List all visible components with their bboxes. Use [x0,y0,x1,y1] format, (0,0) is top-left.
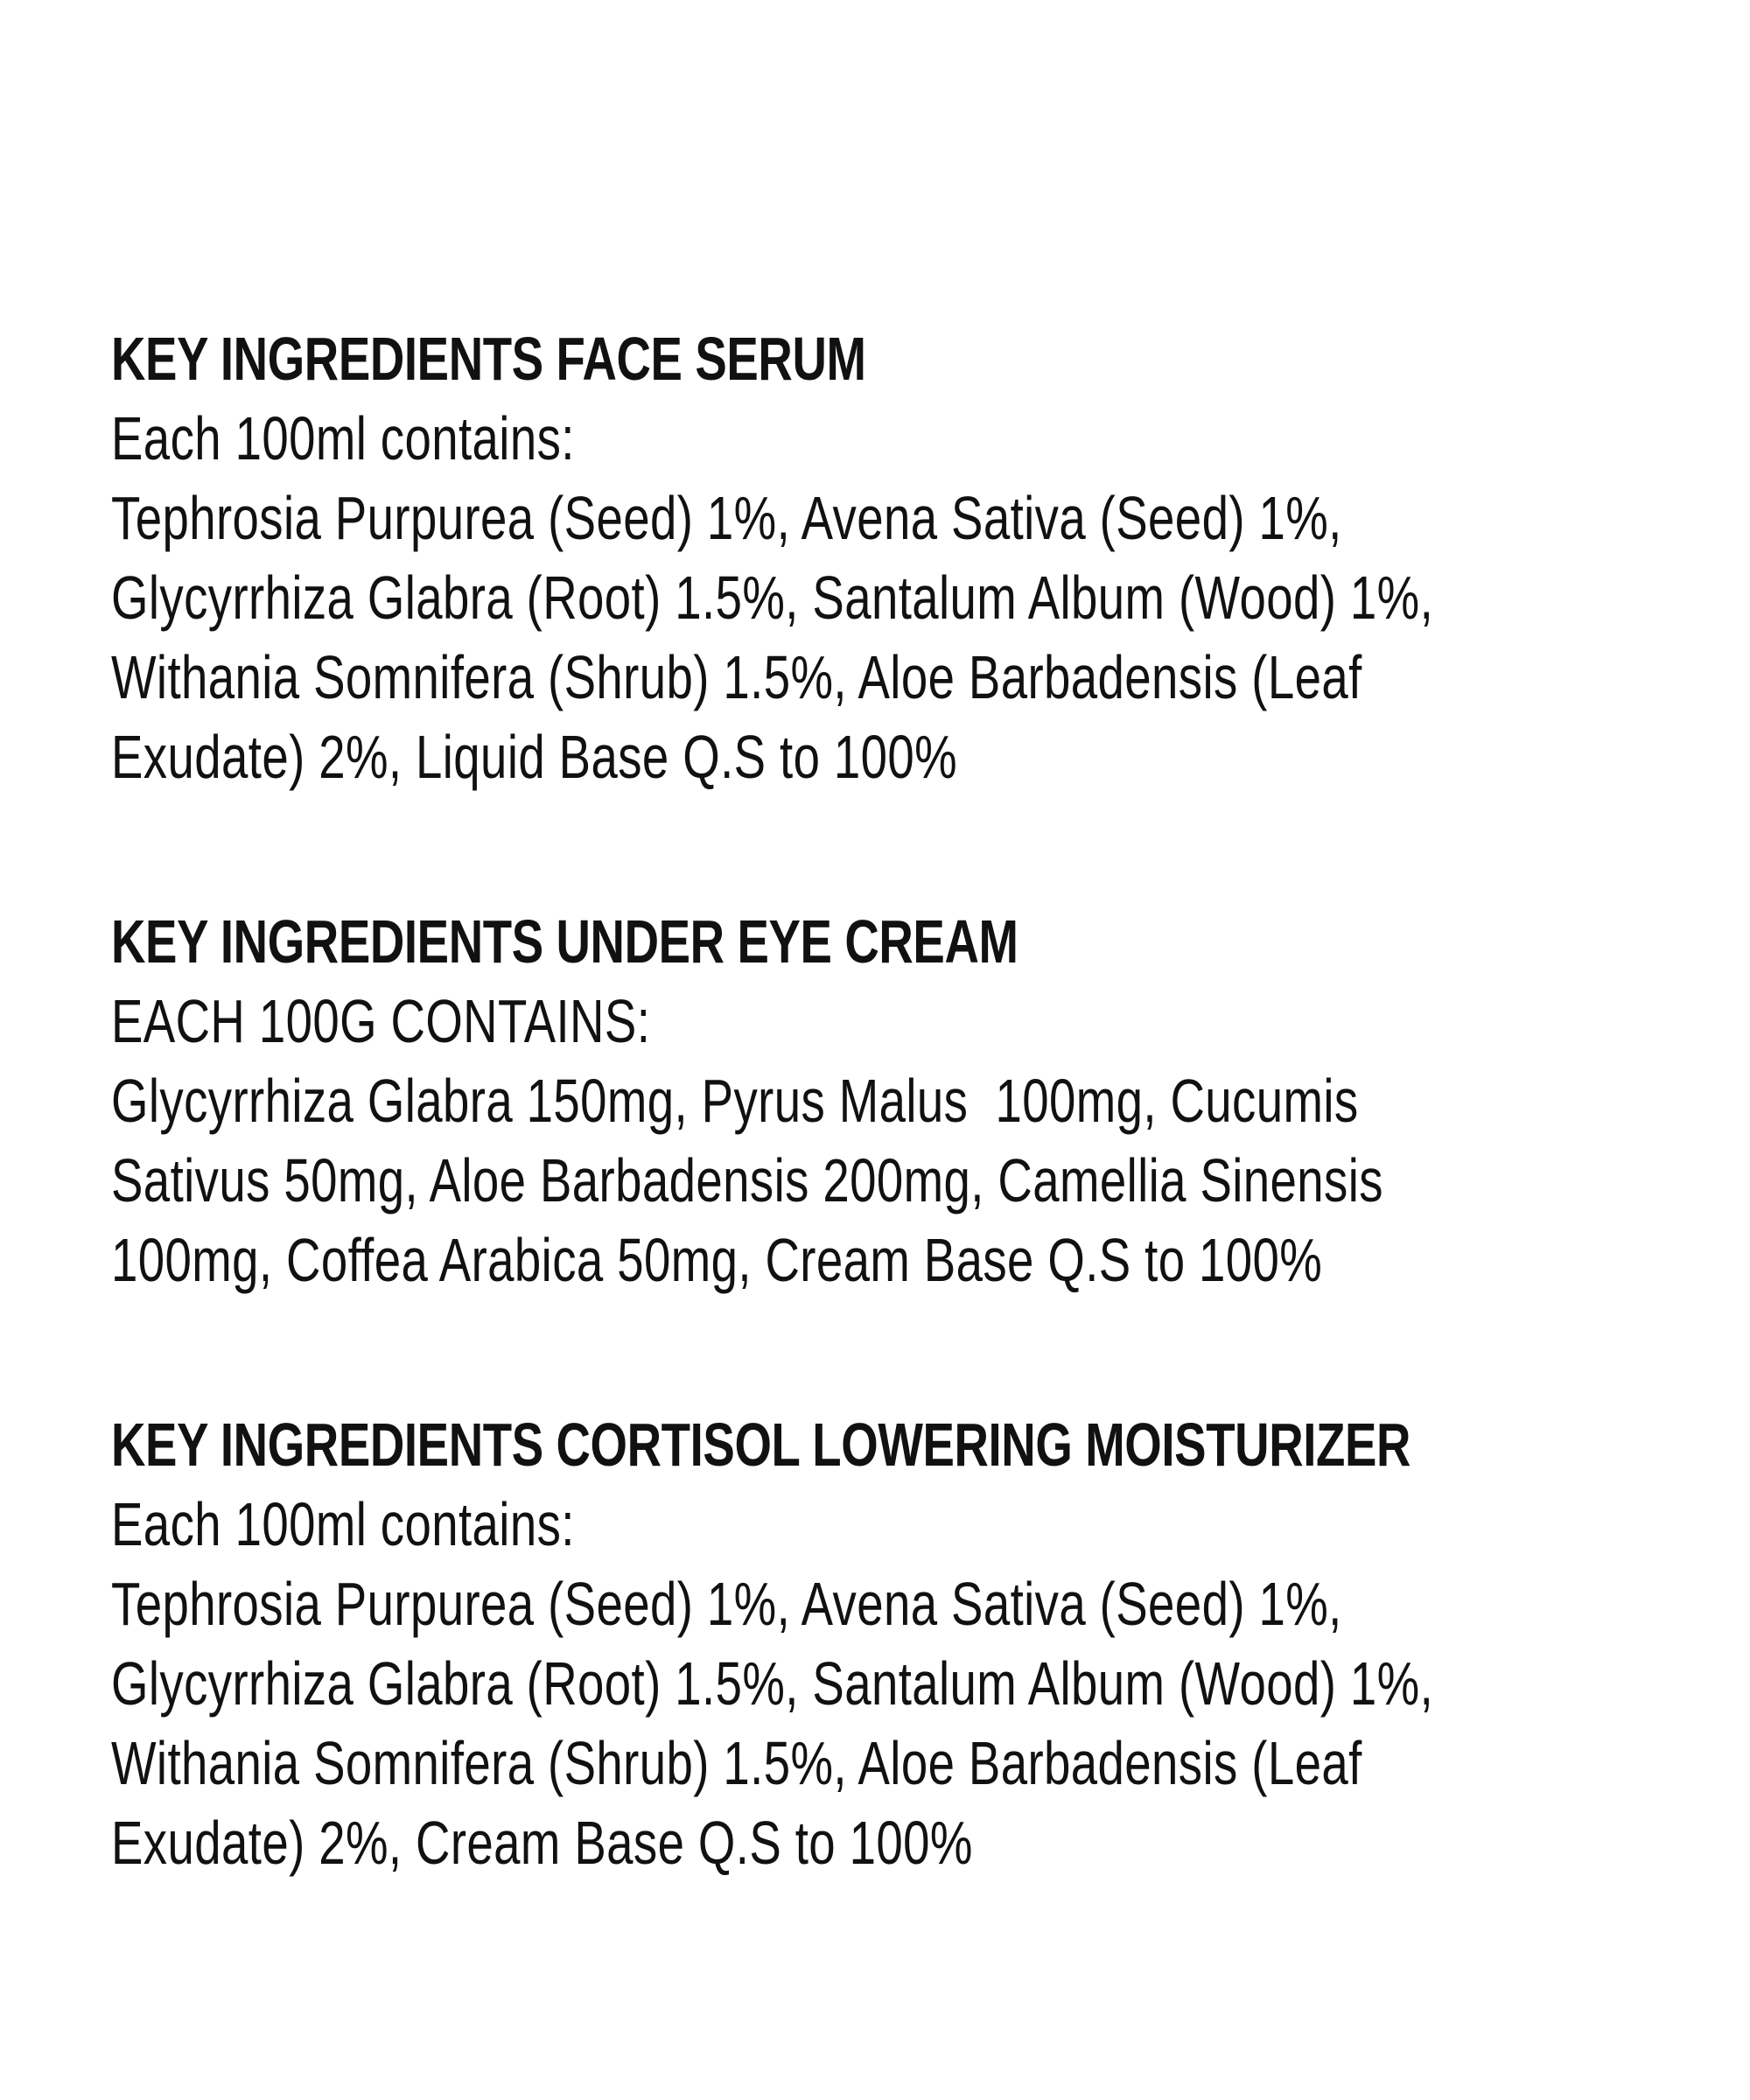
ingredient-line: Glycyrrhiza Glabra 150mg, Pyrus Malus 100mg, Cucumis [111,1067,1359,1135]
ingredient-line: Glycyrrhiza Glabra (Root) 1.5%, Santalum Album (Wood) 1%, [111,1649,1434,1718]
section-heading: KEY INGREDIENTS CORTISOL LOWERING MOISTURIZER [111,1410,1411,1479]
cortisol-moisturizer-section [111,1405,1686,1883]
ingredient-line: Exudate) 2%, Cream Base Q.S to 100% [111,1809,973,1877]
ingredient-line: Tephrosia Purpurea (Seed) 1%, Avena Sativa (Seed) 1%, [111,1570,1342,1638]
section-subheading: EACH 100G CONTAINS: [111,987,651,1055]
ingredient-line: 100mg, Coffea Arabica 50mg, Cream Base Q.S to 100% [111,1226,1323,1294]
ingredient-line: Tephrosia Purpurea (Seed) 1%, Avena Sativa (Seed) 1%, [111,484,1342,552]
ingredient-line: Withania Somnifera (Shrub) 1.5%, Aloe Barbadensis (Leaf [111,643,1362,711]
face-serum-section [111,319,1686,797]
section-subheading: Each 100ml contains: [111,404,575,472]
ingredients-document [111,319,1686,1883]
under-eye-cream-section [111,902,1686,1300]
ingredient-line: Exudate) 2%, Liquid Base Q.S to 100% [111,723,958,791]
ingredient-line: Glycyrrhiza Glabra (Root) 1.5%, Santalum Album (Wood) 1%, [111,564,1434,632]
section-subheading: Each 100ml contains: [111,1490,575,1558]
ingredient-line: Sativus 50mg, Aloe Barbadensis 200mg, Camellia Sinensis [111,1146,1383,1214]
ingredient-line: Withania Somnifera (Shrub) 1.5%, Aloe Barbadensis (Leaf [111,1729,1362,1797]
section-heading: KEY INGREDIENTS FACE SERUM [111,325,866,393]
section-heading: KEY INGREDIENTS UNDER EYE CREAM [111,907,1018,976]
